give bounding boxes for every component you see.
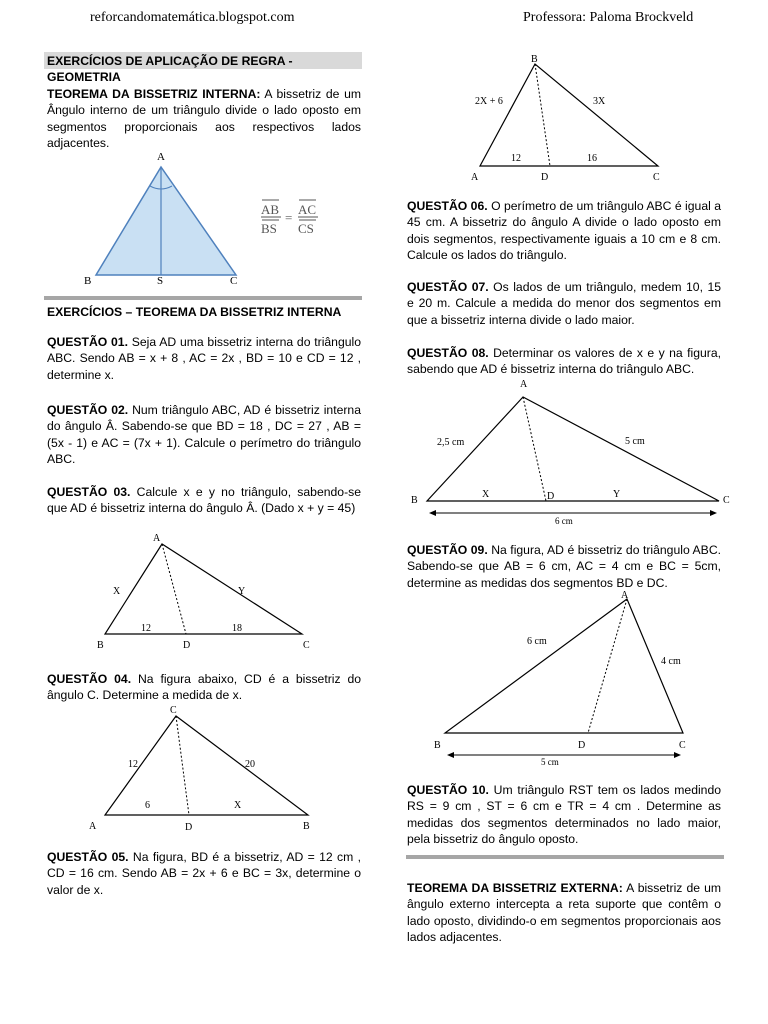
ratio-num-ac: AC [298, 202, 317, 217]
q8-vertex-a: A [520, 379, 528, 390]
q3-seg-dc: 18 [232, 623, 242, 634]
q5-bisector [535, 64, 550, 166]
question-01-text: Seja AD uma bissetriz interna do triângulo ABC. Sendo AB = x + 8 , AC = 2x , BD = 10 e CD = 12 , determine x. [47, 335, 361, 382]
question-01 [47, 334, 361, 383]
question-09-label: QUESTÃO 09. [407, 543, 488, 557]
q8-bisector [523, 397, 546, 501]
q3-seg-bd: 12 [141, 623, 151, 634]
q5-seg-dc: 16 [587, 153, 597, 164]
external-theorem [407, 880, 721, 946]
question-06-text: O perímetro de um triângulo ABC é igual a 45 cm. A bissetriz do ângulo A divide o lado oposto em dois segmentos, respectivamente iguais a 10 cm e 8 cm. Calcule os lados do triângulo. [407, 199, 722, 263]
question-08 [407, 345, 721, 378]
theorem-point-s: S [157, 275, 164, 287]
q3-side-y: Y [238, 586, 246, 597]
theorem-vertex-b: B [84, 275, 92, 287]
question-01-label: QUESTÃO 01. [47, 335, 128, 349]
question-10 [407, 782, 721, 848]
q8-base-measure: 6 cm [555, 516, 573, 526]
q9-vertex-b: B [434, 740, 441, 751]
question-04 [47, 671, 361, 704]
q9-side-ac: 4 cm [661, 656, 681, 667]
question-02-label: QUESTÃO 02. [47, 403, 129, 417]
ratio-den-bs: BS [261, 221, 277, 236]
section-divider-right [406, 855, 724, 859]
figure-q5 [465, 52, 675, 182]
question-03-text: Calcule x e y no triângulo, sabendo-se que AD é bissetriz interna do ângulo Â. (Dado x + y = 45) [47, 485, 362, 516]
question-09 [407, 542, 721, 591]
question-06-label: QUESTÃO 06. [407, 199, 488, 213]
q3-vertex-a: A [153, 533, 161, 544]
question-10-label: QUESTÃO 10. [407, 783, 489, 797]
q8-seg-x: X [482, 489, 490, 500]
question-06 [407, 198, 721, 264]
question-04-label: QUESTÃO 04. [47, 672, 132, 686]
internal-theorem-text: A bissetriz de um Ângulo interno de um triângulo divide o lado oposto em segmentos proporcionais aos respectivos lados adjacentes. [47, 87, 361, 151]
question-07-label: QUESTÃO 07. [407, 280, 489, 294]
figure-q3 [95, 530, 325, 655]
figure-q4 [85, 700, 325, 835]
q4-seg-db: X [234, 800, 242, 811]
external-theorem-label: TEOREMA DA BISSETRIZ EXTERNA: [407, 881, 623, 895]
question-05 [47, 849, 361, 898]
q9-vertex-a: A [621, 590, 629, 601]
ratio-den-cs: CS [298, 221, 314, 236]
q5-seg-ad: 12 [511, 153, 521, 164]
internal-theorem-label: TEOREMA DA BISSETRIZ INTERNA: [47, 87, 261, 101]
q9-base-measure: 5 cm [541, 757, 559, 767]
theorem-vertex-a: A [157, 151, 165, 163]
section-divider [44, 296, 362, 300]
figure-q9 [425, 585, 705, 770]
q5-side-ab: 2X + 6 [475, 96, 503, 107]
q8-seg-y: Y [613, 489, 621, 500]
theorem-vertex-c: C [230, 275, 238, 287]
section-title-application: EXERCÍCIOS DE APLICAÇÃO DE REGRA - GEOMETRIA [47, 54, 293, 85]
q5-point-d: D [541, 172, 549, 183]
question-04-text: Na figura abaixo, CD é a bissetriz do ângulo C. Determine a medida de x. [47, 672, 362, 703]
question-05-text: Na figura, BD é a bissetriz, AD = 12 cm , CD = 16 cm. Sendo AB = 2x + 6 e BC = 3x, determine o valor de x. [47, 850, 361, 897]
q8-side-ab: 2,5 cm [437, 437, 465, 448]
q4-vertex-c: C [170, 705, 177, 716]
q4-vertex-b: B [303, 821, 310, 832]
q8-vertex-b: B [411, 495, 418, 506]
q8-side-ac: 5 cm [625, 436, 645, 447]
question-03-label: QUESTÃO 03. [47, 485, 131, 499]
q4-point-d: D [185, 822, 193, 833]
q3-vertex-c: C [303, 640, 310, 651]
question-03 [47, 484, 361, 517]
q5-vertex-c: C [653, 172, 660, 183]
question-07-text: Os lados de um triângulo, medem 10, 15 e 20 m. Calcule a medida do menor dos segmentos em que a bissetriz interna divide o lado maior. [407, 280, 721, 327]
q4-vertex-a: A [89, 821, 97, 832]
question-07 [407, 279, 721, 328]
q5-vertex-b: B [531, 54, 538, 65]
ratio-num-ab: AB [261, 202, 280, 217]
q4-side-left: 12 [128, 759, 138, 770]
internal-theorem [47, 86, 361, 152]
q5-side-bc: 3X [593, 96, 606, 107]
teacher-name: Professora: Paloma Brockveld [523, 10, 694, 25]
q8-vertex-c: C [723, 495, 730, 506]
external-theorem-text: A bissetriz de um ângulo externo intercepta a reta suporte que contêm o lado oposto, dividindo-o em segmentos proporcionais aos lados adjacentes. [407, 881, 721, 945]
q9-point-d: D [578, 740, 586, 751]
question-08-text: Determinar os valores de x e y na figura, sabendo que AD é bissetriz interna do triângulo ABC. [407, 346, 721, 377]
site-url: reforcandomatemática.blogspot.com [90, 10, 295, 25]
q9-side-ab: 6 cm [527, 636, 547, 647]
question-05-label: QUESTÃO 05. [47, 850, 129, 864]
q4-side-right: 20 [245, 759, 255, 770]
q4-bisector [176, 716, 189, 815]
question-02-text: Num triângulo ABC, AD é bissetriz interna do ângulo Â. Sabendo-se que BD = 18 , DC = 27 , AB = (5x - 1) e AC = (7x + 1). Calcule o perímetro do triângulo ABC. [47, 403, 361, 467]
question-09-text: Na figura, AD é bissetriz do triângulo ABC. Sabendo-se que AB = 6 cm, AC = 4 cm e BC = 5cm, determine as medidas dos segmentos BD e DC. [407, 543, 722, 590]
q3-point-d: D [183, 640, 191, 651]
question-08-label: QUESTÃO 08. [407, 346, 489, 360]
question-02 [47, 402, 361, 468]
ratio-equals: = [285, 210, 293, 225]
theorem-figure [80, 150, 350, 290]
theorem-triangle [96, 167, 236, 275]
section-title-exercises: EXERCÍCIOS – TEOREMA DA BISSETRIZ INTERNA [47, 305, 342, 319]
q8-point-d: D [547, 491, 555, 502]
q3-vertex-b: B [97, 640, 104, 651]
q9-vertex-c: C [679, 740, 686, 751]
q4-seg-ad: 6 [145, 800, 150, 811]
q9-bisector [588, 599, 627, 733]
figure-q8 [405, 375, 745, 530]
q5-vertex-a: A [471, 172, 479, 183]
question-10-text: Um triângulo RST tem os lados medindo RS = 9 cm , ST = 6 cm e TR = 4 cm . Determine as medidas dos segmentos determinados no lado maior, pela bissetriz do ângulo oposto. [407, 783, 722, 847]
q3-side-x: X [113, 586, 121, 597]
